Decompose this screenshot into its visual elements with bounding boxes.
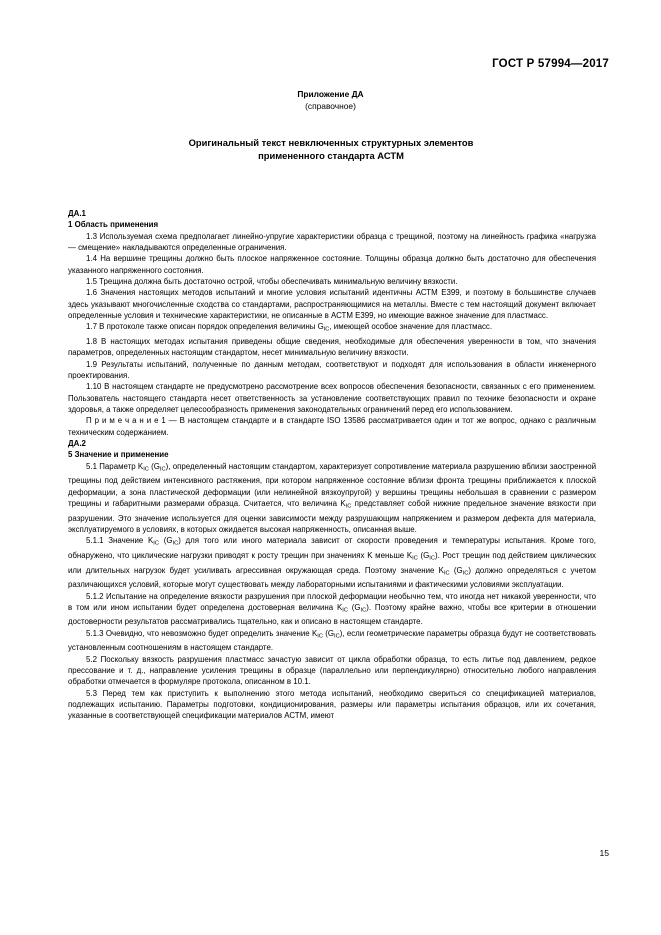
paragraph: 5.2 Поскольку вязкость разрушения пластмасс зачастую зависит от цикла обработки образца, то есть литье под давлением, редкое прессование и т. д., направление усиления трещины в образце (параллельно или перпендикулярно) относительно любого направления обработки отмечается в формуляре протокола, описанном в 10.1. [68,654,596,687]
paragraph: 5.1.3 Очевидно, что невозможно будет определить значение $K_{IC}$ $(G_{IC})$, если геометрические параметры образца будут не соответствовать установленным соотношениям в настоящем стандарте. [68,628,596,653]
annex-kind: (справочное) [305,101,356,111]
page-title-line-1: Оригинальный текст невключенных структурных элементов [188,137,474,148]
paragraph: 1.5 Трещина должна быть достаточно острой, чтобы обеспечивать минимальную величину вязкости. [86,277,458,287]
paragraph: 1.7 В протоколе также описан порядок определения величины $G_{IC}$, имеющей особое значение для пластмасс. [86,322,493,333]
page-title-line-2: примененного стандарта АСТМ [258,150,404,161]
paragraph: 5.1.2 Испытание на определение вязкости разрушения при плоской деформации необычно тем, что иногда нет никакой уверенности, что в том или ином испытании будет определена достоверная величина $K_{IC}$ $(G_{IC})$. Поэтому крайне важно, чтобы все критерии в отношении достоверности результатов рассматривались тщательно, как и описано в настоящем стандарте. [68,591,596,627]
page-title [96,136,566,162]
paragraph: 1.6 Значения настоящих методов испытаний и многие условия испытаний идентичны АСТМ E399, и поэтому в большинстве случаев здесь указывают многочисленные сходства со стандартами, распространяющимися на металлы. Вместе с тем настоящий документ включает определенные условия и технические характеристики, не описанные в АСТМ E399, но имеющие важное значение для пластмасс. [68,288,596,321]
section-id-1: ДА.1 [68,209,86,218]
section-id-2: ДА.2 [68,439,86,449]
paragraph: 5.3 Перед тем как приступить к выполнению этого метода испытаний, необходимо свериться со спецификацией материалов, подлежащих испытанию. Параметры подготовки, кондиционирования, размеры или параметры испытания образцов, или их сочетания, указанные в соответствующей спецификации материалов АСТМ, имеют [68,688,596,721]
note: П р и м е ч а н и е 1 — В настоящем стандарте и в стандарте ISO 13586 рассматривается один и тот же вопрос, однако с различным техническим содержанием. [68,416,596,437]
section-heading-2: 5 Значение и применение [68,450,169,460]
paragraph: 5.1 Параметр $K_{IC}$ $(G_{IC})$, определенный настоящим стандартом, характеризует сопротивление материала разрушению вблизи заостренной трещины под действием интенсивного растяжения, при котором напряженное состояние вблизи фронта трещины приближается к плоской деформации, а зона пластической деформации (или нелинейной вязкоупругой) у вершины трещины небольшая в сравнении с размером трещины и габаритными размерами образца. Считается, что величина $K_{IC}$ представляет собой нижние предельное значение вязкости при разрушении. Это значение используется для оценки зависимости между разрушающим напряжением и размером дефекта для материала, эксплуатируемого в условиях, в которых ожидается высокая напряженность, описанная выше. [68,461,597,535]
page-number: 15 [599,848,609,858]
paragraph: 1.3 Используемая схема предполагает линейно-упругие характеристики образца с трещиной, поэтому на линейность графика «нагрузка — смещение» накладываются определенные ограничения. [68,231,596,253]
standard-number: ГОСТ Р 57994—2017 [492,58,609,70]
paragraph: 5.1.1 Значение $K_{IC}$ $(G_{IC})$ для того или иного материала зависит от скорости проведения и температуры испытания. Кроме того, обнаружено, что циклические нагрузки приводят к росту трещин при значениях K меньше $K_{IC}$ $(G_{IC})$. Рост трещин под действием циклических или длительных нагрузок будет усиливать агрессивная окружающая среда. Поэтому значение $K_{IC}$ $(G_{IC})$ должно определяться с учетом различающихся условий, которые могут существовать между лабораторными испытаниями и фактическими условиями эксплуатации. [68,536,596,590]
annex-label: Приложение ДА [297,89,364,99]
section-heading-1: 1 Область применения [68,220,159,230]
annex-block [0,88,661,112]
paragraph: 1.4 На вершине трещины должно быть плоское напряженное состояние. Толщины образца должно быть достаточно для обеспечения указанного напряженного состояния. [68,254,596,275]
paragraph: 1.9 Результаты испытаний, полученные по данным методам, соответствуют и подходят для использования в области инженерного проектирования. [68,359,596,381]
paragraph: 1.8 В настоящих методах испытания приведены общие сведения, необходимые для обеспечения уверенности в том, что значения параметров, определенных настоящим стандартом, несет минимальную величину вязкости. [68,337,596,358]
paragraph: 1.10 В настоящем стандарте не предусмотрено рассмотрение всех вопросов обеспечения безопасности, связанных с его применением. Пользователь настоящего стандарта несет ответственность за установление соответствующих правил по технике безопасности и охране здоровья, а также определяет целесообразность применения законодательных ограничений перед его использованием. [68,382,596,415]
document-body [68,208,596,722]
